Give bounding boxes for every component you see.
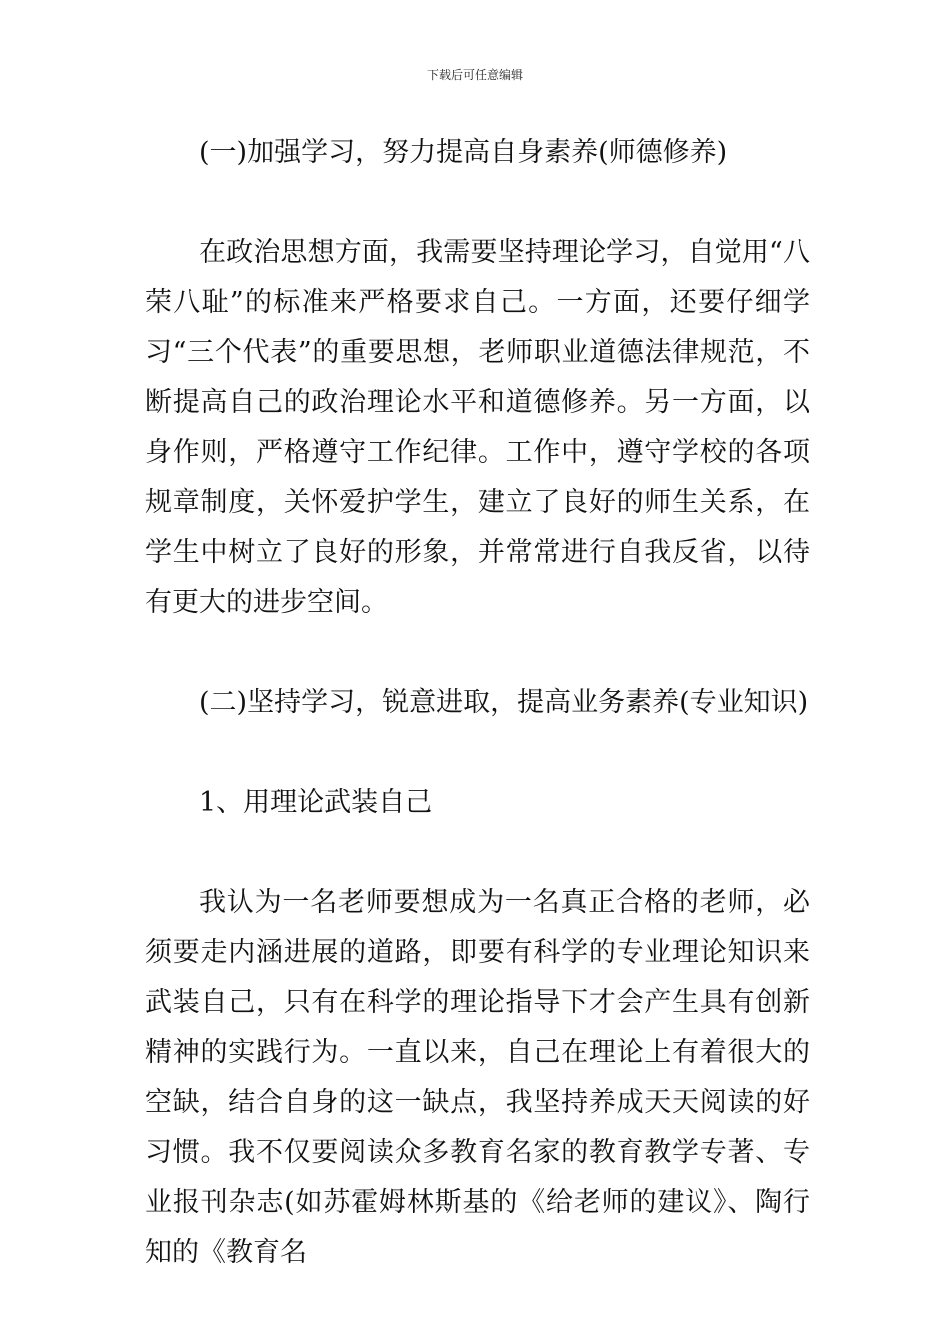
spacer bbox=[145, 728, 810, 778]
spacer bbox=[145, 828, 810, 878]
section-heading-2: (二)坚持学习，锐意进取，提高业务素养(专业知识) bbox=[199, 687, 809, 718]
subsection-heading-1: 1、用理论武装自己 bbox=[199, 787, 433, 818]
document-body bbox=[145, 128, 810, 1278]
paragraph-political-thought: 在政治思想方面，我需要坚持理论学习，自觉用“八荣八耻”的标准来严格要求自己。一方面，还要仔细学习“三个代表”的重要思想，老师职业道德法律规范，不断提高自己的政治理论水平和道德修养。另一方面，以身作则，严格遵守工作纪律。工作中，遵守学校的各项规章制度，关怀爱护学生，建立了良好的师生关系，在学生中树立了良好的形象，并常常进行自我反省，以待有更大的进步空间。 bbox=[145, 237, 810, 618]
section-heading-1: (一)加强学习，努力提高自身素养(师德修养) bbox=[199, 137, 728, 168]
paragraph-theory-study: 我认为一名老师要想成为一名真正合格的老师，必须要走内涵进展的道路，即要有科学的专业理论知识来武装自己，只有在科学的理论指导下才会产生具有创新精神的实践行为。一直以来，自己在理论上有着很大的空缺，结合自身的这一缺点，我坚持养成天天阅读的好习惯。我不仅要阅读众多教育名家的教育教学专著、专业报刊杂志(如苏霍姆林斯基的《给老师的建议》、陶行知的《教育名 bbox=[145, 887, 810, 1268]
spacer bbox=[145, 628, 810, 678]
page-header-note: 下载后可任意编辑 bbox=[426, 68, 523, 82]
spacer bbox=[145, 178, 810, 228]
